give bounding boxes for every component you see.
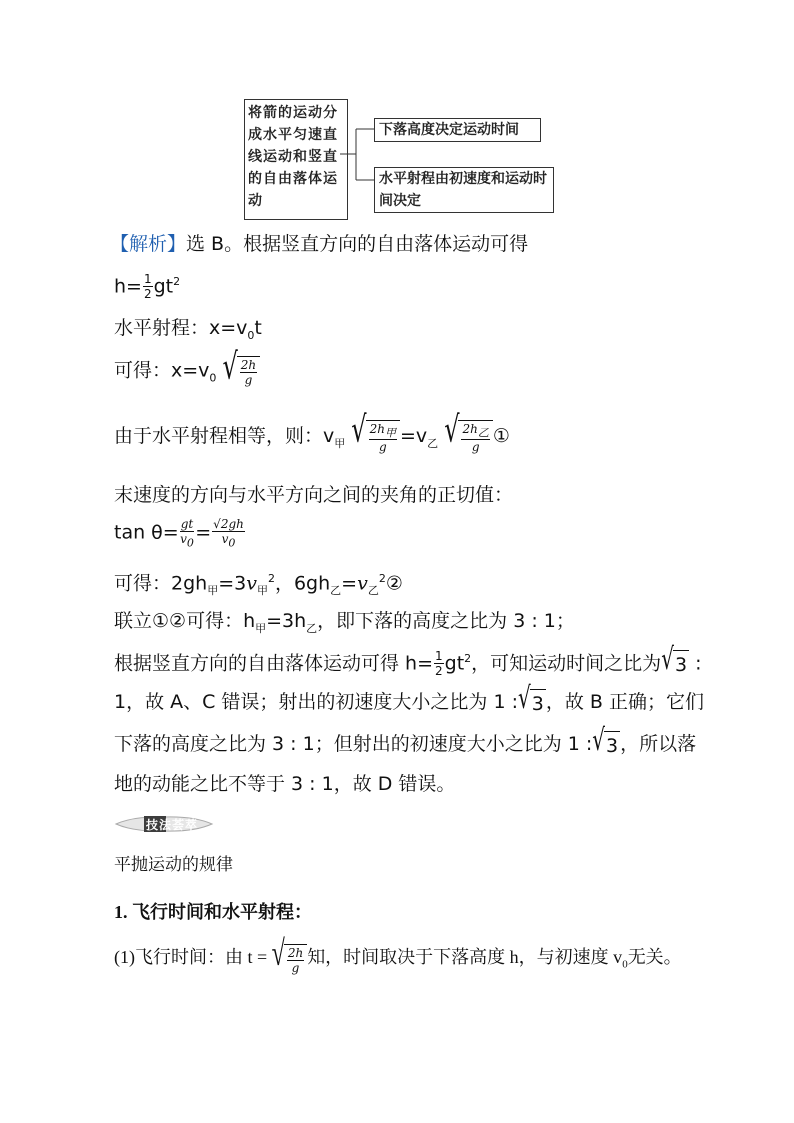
eqv: = [341, 572, 358, 595]
eq-v: =v [399, 425, 428, 448]
sqrt-2h-g-item: √ $\frac{2h}{g}$ [272, 944, 308, 974]
sub-jia: 甲 [334, 437, 346, 450]
num-gt: gt [180, 517, 194, 531]
sqrt3-b-val: 3 [530, 689, 546, 716]
sub-0b: 0 [209, 371, 217, 385]
combine-line [114, 609, 575, 641]
diagram-top-text: 下落高度决定运动时间 [379, 122, 519, 138]
tan-label: tan θ= [114, 521, 179, 544]
den-v2: v [221, 532, 229, 546]
sqrt3-c-val: 3 [604, 731, 620, 758]
conclusion-2a: 1，故 A、C 错误；射出的初速度大小之比为 1 : [114, 691, 519, 713]
diagram-bottom-text: 水平射程由初速度和运动时间决定 [379, 171, 547, 209]
section-title: 平抛运动的规律 [114, 855, 233, 875]
v-yi: v [357, 572, 368, 595]
eq-horizontal [114, 316, 262, 348]
item1-tail: 无关。 [627, 947, 682, 967]
conclusion-3b: ，所以落 [620, 733, 697, 755]
get-label: 可得：x=v [114, 359, 210, 382]
num-2gh: 2gh [220, 517, 244, 531]
frac2-num: 1 [435, 649, 443, 664]
item1-sub0: 0 [622, 958, 628, 971]
tangent-intro [114, 483, 513, 507]
combine-b: =3h [266, 610, 307, 632]
sub-jia-4: 甲 [256, 584, 268, 598]
den-g: g [244, 373, 253, 387]
equal-range-label: 由于水平射程相等，则：v [114, 425, 335, 448]
sup-2d: 2 [464, 652, 472, 665]
sqrt3-c: √ 3 [592, 721, 619, 758]
sup-2c: 2 [378, 572, 386, 585]
sup-2b: 2 [267, 572, 275, 585]
sqrt-jia: √ $\frac{2h_甲}{g}$ [351, 420, 400, 453]
eq-tan: tan θ= $\frac{gt}{v_0}$ = $\frac{√2gh}{v_0}$ [114, 517, 244, 550]
eq-h-label: h= [114, 275, 142, 298]
sqrt3-a-val: 3 [673, 650, 689, 677]
sub-jia-3: 甲 [207, 584, 219, 598]
item1-line [114, 934, 682, 975]
diagram-bottom-branch [374, 167, 554, 213]
eq-x-sqrt [114, 345, 260, 390]
horizontal-label: 水平射程：x=v [114, 317, 248, 339]
frac-num: 1 [143, 272, 152, 287]
diagram-left-text: 将箭的运动分成水平匀速直线运动和竖直的自由落体运动 [248, 105, 338, 209]
conclusion-b: ，可知运动时间之比为 [471, 652, 662, 675]
diagram-left-box [244, 99, 348, 220]
conclusion-2b: ，故 B 正确；它们 [545, 691, 704, 713]
comma6: ，6gh [274, 572, 331, 595]
sub-yi: 乙 [427, 437, 439, 450]
combine-c: ，即下落的高度之比为 3 : 1； [317, 610, 575, 632]
num-2h-jia: 2h [369, 422, 385, 436]
gets-label: 可得：2gh [114, 572, 208, 595]
gt-2: gt [444, 652, 465, 675]
frac-sqrt2gh-v0: $\frac{√2gh}{v_0}$ [213, 517, 244, 550]
v-jia: v [246, 572, 257, 595]
horizontal-tail: t [254, 317, 262, 339]
tangent-intro-text: 末速度的方向与水平方向之间的夹角的正切值： [114, 484, 514, 506]
den-sub0: 0 [186, 536, 194, 550]
circled-2: ② [385, 572, 403, 595]
den-g-yi: g [471, 440, 480, 455]
item-num-2h: 2h [287, 945, 304, 960]
sub-yi-5: 乙 [306, 621, 318, 635]
sub-jia-5: 甲 [255, 621, 267, 635]
combine-a: 联立①②可得：h [114, 610, 256, 632]
frac2-den: 2 [435, 664, 443, 679]
eq3: =3 [218, 572, 247, 595]
diagram-top-branch [374, 118, 541, 142]
item1-prefix: (1)飞行时间：由 t = [114, 947, 268, 967]
item1-mid: 知，时间取决于下落高度 h，与初速度 v [307, 947, 623, 967]
sub-yi-3: 乙 [330, 584, 342, 598]
den-sub0b: 0 [228, 536, 236, 550]
circled-1: ① [492, 425, 510, 448]
num-2h-yi: 2h [462, 422, 478, 436]
eq-gt: gt [153, 275, 174, 298]
conclusion-line2 [114, 679, 704, 716]
conclusion-line4 [114, 772, 455, 796]
frac-den: 2 [143, 287, 152, 302]
den-v: v [180, 532, 187, 546]
conclusion-4: 地的动能之比不等于 3 : 1，故 D 错误。 [114, 773, 456, 795]
eq-gets [114, 567, 403, 603]
sqrt3-b: √ 3 [518, 679, 544, 716]
item-den-g: g [291, 960, 300, 975]
conclusion-c: : [689, 652, 702, 675]
subsection-title: 1. 飞行时间和水平射程： [114, 902, 312, 922]
sub-jia-2: 甲 [384, 426, 396, 440]
sub-yi-4: 乙 [367, 584, 379, 598]
num-2h: 2h [240, 358, 257, 372]
sqrt-2h-g: √ $\frac{2h}{g}$ [222, 356, 260, 386]
badge-text: 技法荟萃 [146, 818, 199, 832]
conclusion-line1 [114, 640, 702, 679]
eq-equal-range [114, 408, 510, 456]
sub-yi-2: 乙 [477, 426, 489, 440]
sqrt-yi: √ $\frac{2h_乙}{g}$ [444, 420, 493, 453]
analysis-tag: 【解析】 [110, 233, 187, 255]
conclusion-a: 根据竖直方向的自由落体运动可得 h= [114, 652, 434, 675]
eq-h [114, 270, 180, 300]
frac-gt-v0 [180, 518, 195, 548]
conclusion-line3 [114, 721, 697, 758]
den-g-jia: g [378, 440, 387, 455]
sqrt3-a: √ 3 [661, 640, 688, 677]
sub-0: 0 [247, 328, 255, 342]
frac-half [143, 273, 153, 300]
technique-badge [114, 814, 214, 834]
frac-half-2 [434, 650, 444, 677]
sup-2: 2 [173, 275, 181, 288]
analysis-intro-line [110, 232, 528, 256]
analysis-intro: 选 B。根据竖直方向的自由落体运动可得 [186, 233, 529, 255]
conclusion-3a: 下落的高度之比为 3 : 1；但射出的初速度大小之比为 1 : [114, 733, 593, 755]
